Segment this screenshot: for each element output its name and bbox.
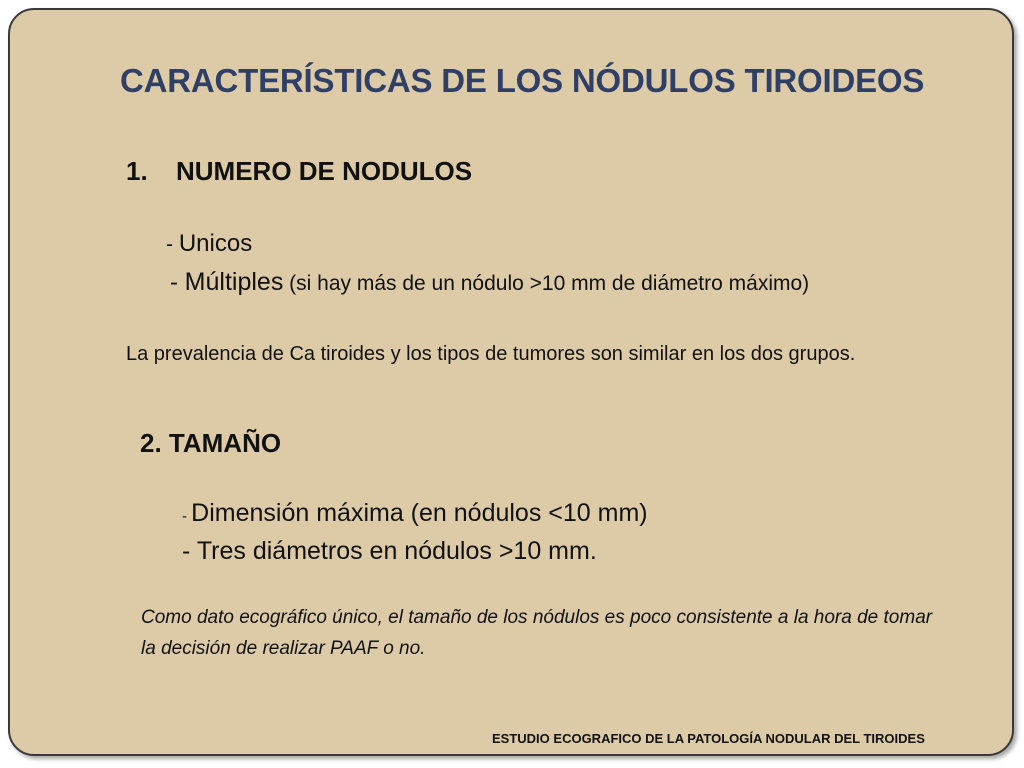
slide-title: CARACTERÍSTICAS DE LOS NÓDULOS TIROIDEOS <box>120 62 925 99</box>
list-item-text: - Tres diámetros en nódulos >10 mm. <box>182 537 597 565</box>
size-note: Como dato ecográfico único, el tamaño de los nódulos es poco consistente a la hora de tomar la decisión de realizar PAAF o no. <box>141 607 933 659</box>
list-item-text: Múltiples <box>184 268 284 296</box>
list-item-unicos <box>166 230 252 258</box>
slide-panel <box>8 8 1014 756</box>
prevalence-paragraph: La prevalencia de Ca tiroides y los tipos de tumores son similar en los dos grupos. <box>126 343 856 365</box>
section-1-title: NUMERO DE NODULOS <box>176 156 473 186</box>
list-dash: - <box>166 233 179 256</box>
list-item-note: (si hay más de un nódulo >10 mm de diámetro máximo) <box>283 272 810 295</box>
list-dash: - <box>170 269 185 296</box>
list-item-dimension <box>182 499 648 528</box>
list-item-text: Dimensión máxima (en nódulos <10 mm) <box>191 499 648 527</box>
list-dash: - <box>182 508 192 525</box>
section-2-title: 2. TAMAÑO <box>140 428 282 458</box>
slide-footer: ESTUDIO ECOGRAFICO DE LA PATOLOGÍA NODULAR DEL TIROIDES <box>492 731 925 746</box>
list-item-text: Unicos <box>178 230 253 257</box>
list-item-multiples <box>170 268 809 297</box>
section-1-number: 1. <box>126 156 148 186</box>
list-item-diameters <box>182 537 597 566</box>
